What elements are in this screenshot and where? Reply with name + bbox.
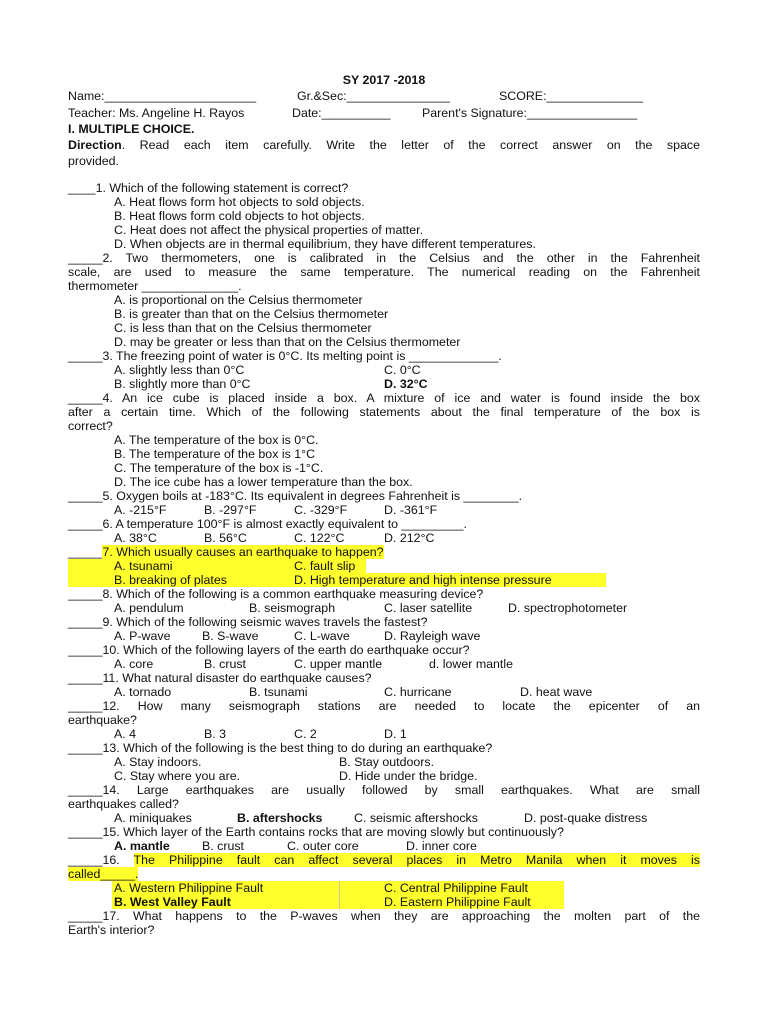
q7-option-a: A. tsunami [114, 559, 173, 573]
question-13: _____13. Which of the following is the best thing to do during an earthquake? [68, 741, 493, 755]
question-17-line-1: _____17. What happens to the P-waves when they are approaching the molten part of the [68, 909, 700, 923]
q16-options-row-1 [68, 881, 700, 895]
q14-option-d: D. post-quake distress [524, 811, 648, 825]
question-9: _____9. Which of the following seismic waves travels the fastest? [68, 615, 428, 629]
q3-option-b: B. slightly more than 0°C [114, 377, 251, 391]
q7-option-d: D. High temperature and high intense pressure [294, 573, 552, 587]
q11-option-d: D. heat wave [520, 685, 593, 699]
q15-option-c: C. outer core [287, 839, 359, 853]
q6-option-b: B. 56°C [204, 531, 247, 545]
q6-option-a: A. 38°C [114, 531, 157, 545]
q4-option-b: B. The temperature of the box is 1°C [114, 447, 316, 461]
parent-signature-field[interactable]: Parent's Signature:________________ [422, 106, 638, 120]
q16-option-a: A. Western Philippine Fault [114, 881, 264, 895]
q5-options [68, 503, 700, 517]
q13-option-a: A. Stay indoors. [114, 755, 202, 769]
q7-blank: _____ [68, 545, 103, 559]
direction-line-2: provided. [68, 154, 119, 168]
grade-section-field[interactable]: Gr.&Sec:_______________ [297, 89, 450, 103]
q9-options [68, 629, 700, 643]
teacher-label: Teacher: Ms. Angeline H. Rayos [68, 106, 245, 120]
q3-option-a: A. slightly less than 0°C [114, 363, 245, 377]
direction-label: Direction [68, 138, 122, 152]
q4-option-a: A. The temperature of the box is 0°C. [114, 433, 319, 447]
q14-option-b: B. aftershocks [237, 811, 323, 825]
q15-option-a: A. mantle [114, 839, 170, 853]
date-field[interactable]: Date:__________ [292, 106, 391, 120]
q10-option-b: B. crust [204, 657, 246, 671]
q9-option-a: A. P-wave [114, 629, 171, 643]
q11-option-a: A. tornado [114, 685, 172, 699]
q15-option-d: D. inner core [406, 839, 477, 853]
q7-options-row-1 [68, 559, 700, 573]
q1-option-b: B. Heat flows form cold objects to hot objects. [114, 209, 365, 223]
q15-option-b: B. crust [202, 839, 244, 853]
q2-option-d: D. may be greater or less than that on the Celsius thermometer [114, 335, 461, 349]
school-year: SY 2017 -2018 [342, 73, 426, 87]
question-5: _____5. Oxygen boils at -183°C. Its equivalent in degrees Fahrenheit is ________. [68, 489, 523, 503]
q7-option-c: C. fault slip [294, 559, 356, 573]
q1-option-d: D. When objects are in thermal equilibrium, they have different temperatures. [114, 237, 536, 251]
q5-option-d: D. -361°F [384, 503, 438, 517]
q3-options-row-2 [68, 377, 700, 391]
q8-option-c: C. laser satellite [384, 601, 473, 615]
question-1: ____1. Which of the following statement is correct? [68, 181, 349, 195]
question-15: _____15. Which layer of the Earth contains rocks that are moving slowly but continuously? [68, 825, 564, 839]
question-4-line-2: after a certain time. Which of the following statements about the final temperature of the box is [68, 405, 700, 419]
question-12-line-1: _____12. How many seismograph stations are needed to locate the epicenter of an [68, 699, 700, 713]
q2-option-a: A. is proportional on the Celsius thermometer [114, 293, 363, 307]
question-12-line-2: earthquake? [68, 713, 137, 727]
question-2-line-3: thermometer ______________. [68, 279, 242, 293]
q12-option-a: A. 4 [114, 727, 137, 741]
q12-option-d: D. 1 [384, 727, 407, 741]
q13-option-d: D. Hide under the bridge. [339, 769, 478, 783]
q13-options-row-2 [68, 769, 700, 783]
q16-stem-cont: called_____. [68, 867, 139, 881]
question-3: _____3. The freezing point of water is 0°C. Its melting point is _____________. [68, 349, 502, 363]
q8-option-d: D. spectrophotometer [508, 601, 628, 615]
q16-option-d: D. Eastern Philippine Fault [384, 895, 531, 909]
q3-option-c: C. 0°C [384, 363, 421, 377]
q9-option-b: B. S-wave [202, 629, 259, 643]
q3-option-d: D. 32°C [384, 377, 428, 391]
q7-stem: 7. Which usually causes an earthquake to happen? [102, 545, 384, 559]
question-4-line-1: _____4. An ice cube is placed inside a box. A mixture of ice and water is found inside the box [68, 391, 700, 405]
q16-option-c: C. Central Philippine Fault [384, 881, 528, 895]
q16-options-row-2 [68, 895, 700, 909]
question-16-line-1 [68, 853, 700, 867]
direction-line-1 [68, 138, 700, 152]
q13-option-b: B. Stay outdoors. [339, 755, 435, 769]
q1-option-a: A. Heat flows form hot objects to sold objects. [114, 195, 365, 209]
q13-options-row-1 [68, 755, 700, 769]
score-field[interactable]: SCORE:______________ [499, 89, 643, 103]
question-2-line-1: _____2. Two thermometers, one is calibrated in the Celsius and the other in the Fahrenheit [68, 251, 700, 265]
question-14-line-1: _____14. Large earthquakes are usually followed by small earthquakes. What are small [68, 783, 700, 797]
name-field[interactable]: Name:______________________ [68, 89, 257, 103]
q8-option-a: A. pendulum [114, 601, 184, 615]
q6-option-c: C. 122°C [294, 531, 345, 545]
q5-option-a: A. -215°F [114, 503, 167, 517]
q7-options-row-2 [68, 573, 700, 587]
q2-option-c: C. is less than that on the Celsius thermometer [114, 321, 372, 335]
q2-option-b: B. is greater than that on the Celsius thermometer [114, 307, 389, 321]
q5-option-b: B. -297°F [204, 503, 257, 517]
question-7 [68, 545, 700, 559]
q16-stem: The Philippine fault can affect several places in Metro Manila when it moves is [133, 853, 700, 867]
q8-option-b: B. seismograph [249, 601, 336, 615]
q9-option-d: D. Rayleigh wave [384, 629, 481, 643]
q8-options [68, 601, 700, 615]
q15-options [68, 839, 700, 853]
q14-option-a: A. miniquakes [114, 811, 192, 825]
q4-option-c: C. The temperature of the box is -1°C. [114, 461, 324, 475]
q3-options-row-1 [68, 363, 700, 377]
question-14-line-2: earthquakes called? [68, 797, 179, 811]
q12-option-b: B. 3 [204, 727, 227, 741]
question-16-line-2 [68, 867, 700, 881]
q10-options [68, 657, 700, 671]
q16-blank: _____16. [68, 853, 134, 867]
q13-option-c: C. Stay where you are. [114, 769, 241, 783]
q10-option-d: d. lower mantle [429, 657, 514, 671]
q10-option-c: C. upper mantle [294, 657, 383, 671]
question-11: _____11. What natural disaster do earthquake causes? [68, 671, 372, 685]
question-6: _____6. A temperature 100°F is almost exactly equivalent to _________. [68, 517, 467, 531]
q11-options [68, 685, 700, 699]
q7-option-b: B. breaking of plates [114, 573, 227, 587]
q9-option-c: C. L-wave [294, 629, 350, 643]
q10-option-a: A. core [114, 657, 154, 671]
direction-text: . Read each item carefully. Write the letter of the correct answer on the space [121, 138, 700, 152]
question-17-line-2: Earth's interior? [68, 923, 155, 937]
section-title: I. MULTIPLE CHOICE. [68, 122, 195, 136]
header-row-2 [68, 106, 700, 120]
header-row-1 [68, 89, 700, 103]
question-10: _____10. Which of the following layers of the earth do earthquake occur? [68, 643, 470, 657]
q6-options [68, 531, 700, 545]
q5-option-c: C. -329°F [294, 503, 348, 517]
question-8: _____8. Which of the following is a common earthquake measuring device? [68, 587, 484, 601]
q16-option-b: B. West Valley Fault [114, 895, 231, 909]
question-2-line-2: scale, are used to measure the same temperature. The numerical reading on the Fahrenheit [68, 265, 700, 279]
question-4-line-3: correct? [68, 419, 113, 433]
q12-option-c: C. 2 [294, 727, 317, 741]
q4-option-d: D. The ice cube has a lower temperature than the box. [114, 475, 413, 489]
q6-option-d: D. 212°C [384, 531, 435, 545]
q14-option-c: C. seismic aftershocks [354, 811, 478, 825]
q1-option-c: C. Heat does not affect the physical properties of matter. [114, 223, 424, 237]
q11-option-c: C. hurricane [384, 685, 452, 699]
q14-options [68, 811, 700, 825]
q12-options [68, 727, 700, 741]
q11-option-b: B. tsunami [249, 685, 308, 699]
